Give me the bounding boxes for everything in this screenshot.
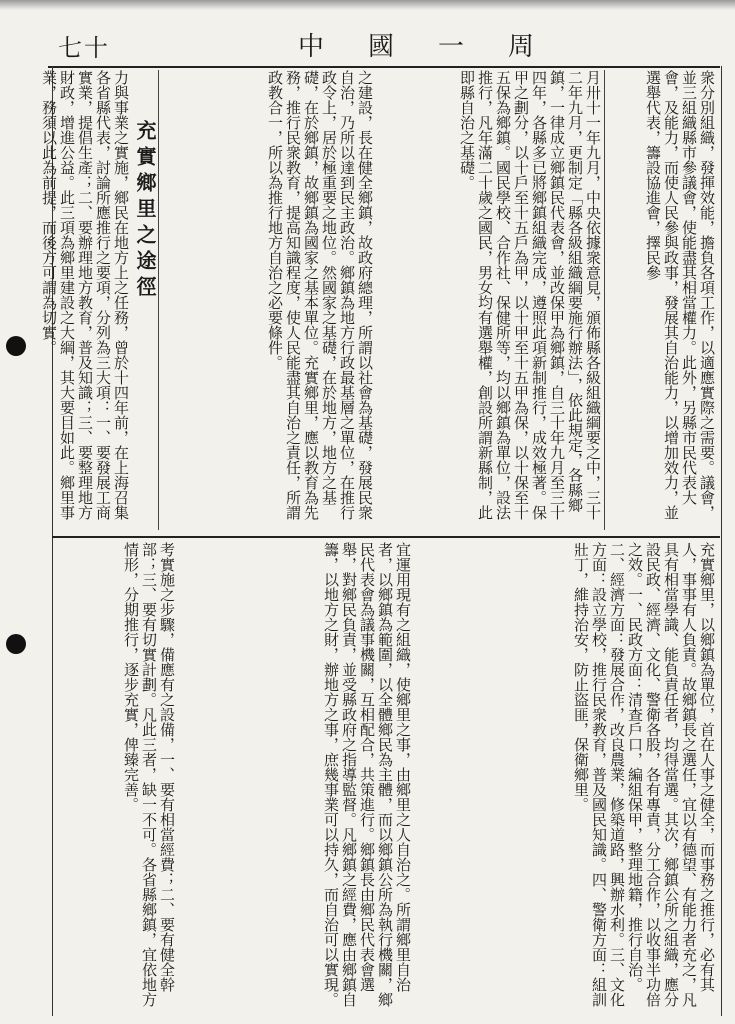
publication-title: 中國一周	[298, 32, 579, 62]
page-number: 七十	[58, 34, 110, 62]
page-header	[48, 22, 720, 68]
article-title: 充實鄉里之途徑	[133, 120, 157, 302]
text-column-upper-left: 力與事業之實施，鄉民在地方上之任務，曾於十四年前，在上海召集各省縣代表，討論所應推行之要項，分列為三大項：一、要發展工商實業，提倡生產；二、要辦理地方教育，普及知識；三、要整理地方財政，增進公益。此三項為鄉里建設之大綱，其大要目如此。鄉里事業，務須以此為前提，而後方可謂為切實。	[40, 70, 130, 520]
text-column-lower-left: 考實施之步驟，備應有之設備，一、要有相當經費；二、要有健全幹部；三、要有切實計劃。凡此三者，缺一不可。各省縣鄉鎮，宜依地方情形，分期推行，逐步充實，俾臻完善。	[122, 542, 176, 1007]
text-column-upper-right: 衆分別組織，發揮效能，擔負各項工作，以適應實際之需要。議會，並三組織縣市參議會，使能盡其相當權力。此外，另縣市民代表大會，及能力，而使人民參與政事，發展其自治能力，以增加效力，並選舉代表，籌設協進會，擇民參	[644, 70, 716, 520]
text-column-lower-center: 宜運用現有之組織，使鄉里之事，由鄉里之人自治之。所謂鄉里自治者，以鄉鎮為範圍，以全體鄉民為主體，而以鄉鎮公所為執行機關，鄉民代表會為議事機關，互相配合，共策進行。鄉鎮長由鄉民代表會選舉，對鄉民負責，並受縣政府之指導監督。凡鄉鎮之經費，應由鄉鎮自籌，以地方之財，辦地方之事，庶幾事業可以持久，而自治可以實現。	[322, 542, 412, 1007]
section-divider	[52, 536, 720, 538]
scan-edge	[0, 0, 735, 10]
text-column-upper-center-left: 之建設，長在健全鄉鎮，故政府總理，所謂以社會為基礎，發展民衆自治，乃所以達到民主政治。鄉鎮為地方行政最基層之單位，在推行政令上，居於極重要之地位。然國家之基礎，在於地方，地方之基礎，在於鄉鎮，故鄉鎮為國家之基本單位。充實鄉里，應以教育為先務，推行民衆教育，提高知識程度，使人民能盡其自治之責任，所謂政教合一，所以為推行地方自治之必要條件。	[266, 70, 374, 520]
column-divider-right	[604, 70, 605, 530]
binding-hole-icon	[6, 336, 26, 356]
text-column-lower-right: 充實鄉里，以鄉鎮為單位，首在人事之健全，而事務之推行，必有其人，事事有人負責。故鄉鎮長之選任，宜以有德望、有能力者充之，凡具有相當學識、能負責任者，均得當選。其次，鄉鎮公所之組織，應分設民政、經濟、文化、警衛各股，各有專責，分工合作，以收事半功倍之效。一、民政方面：清查戶口，編組保甲，整理地籍，推行自治。二、經濟方面：發展合作，改良農業，修築道路，興辦水利。三、文化方面：設立學校，推行民衆教育，普及國民知識。四、警衛方面：組訓壯丁，維持治安，防止盜匪，保衛鄉里。	[572, 542, 716, 1007]
binding-hole-icon	[6, 634, 26, 654]
text-column-upper-center-right: 月卅十一年九月，中央依據衆意見，頒佈縣各級組織綱要之中，三十二年九月，更制定「縣各級組織綱要施行辦法」，依此規定，各縣鄉鎮，一律成立鄉鎮民代表會，並改保甲為鄉鎮，自三十年九月至三十四年，各縣多已將鄉鎮組織完成，遵照此項新制推行，成效極著。保甲之劃分，以十戶至十五戶為甲，以十甲至十五甲為保，以十保至十五保為鄉鎮。國民學校、合作社、保健所等，均以鄉鎮為單位，設法推行，凡年滿二十歲之國民，男女均有選舉權，創設所謂新縣制，此即縣自治之基礎。	[458, 70, 602, 520]
